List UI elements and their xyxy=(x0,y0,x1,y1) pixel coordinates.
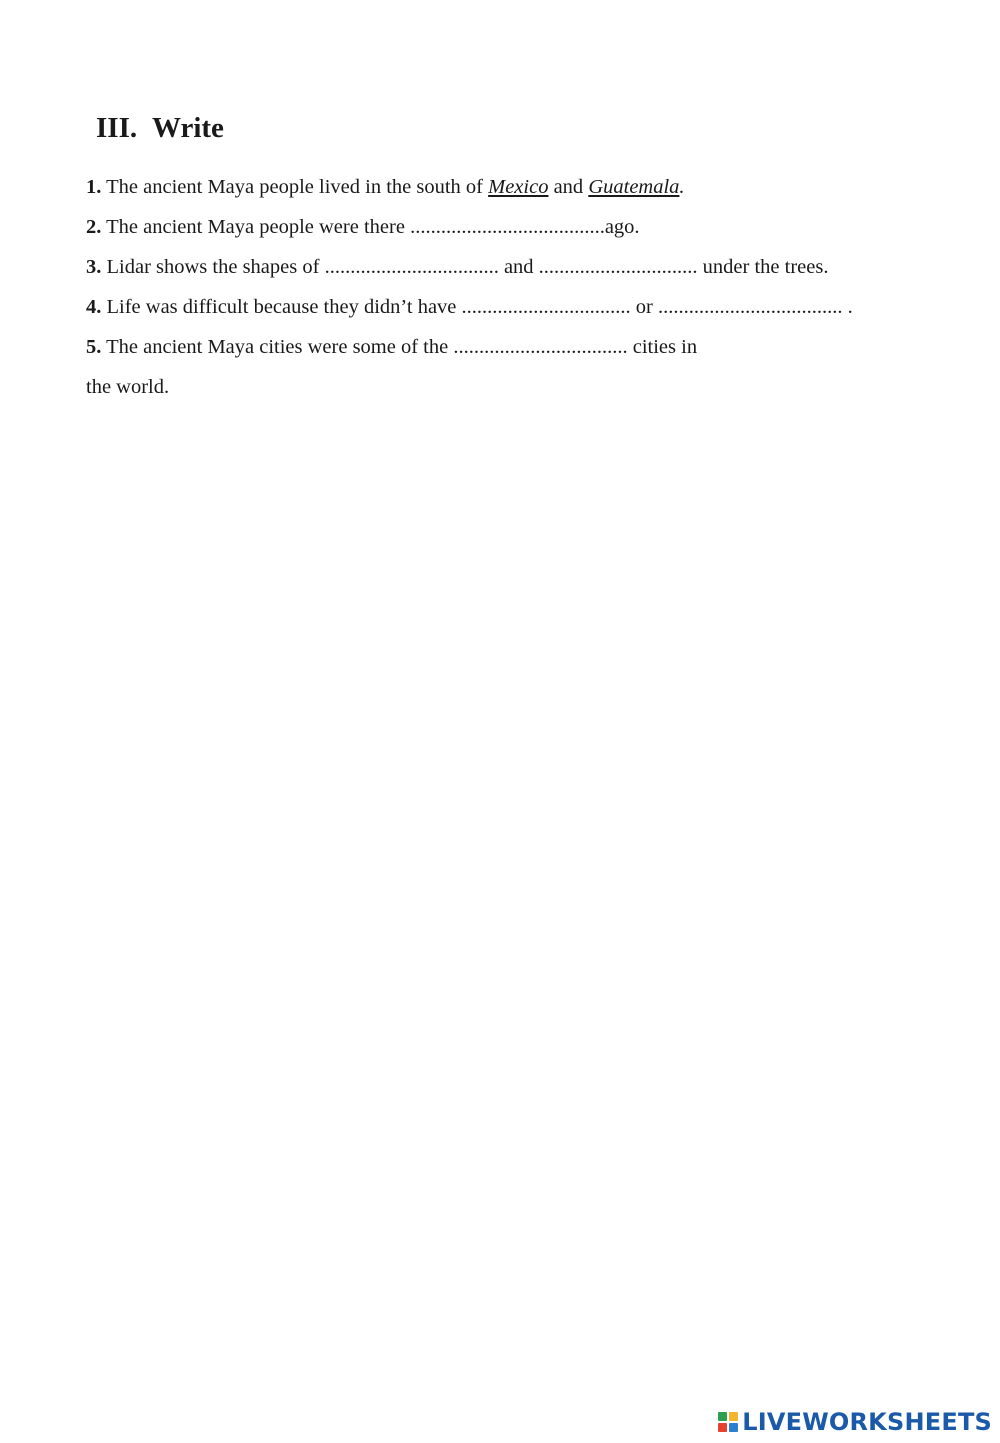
question-number: 1. xyxy=(86,176,102,198)
question-3 xyxy=(86,253,828,281)
answer-blank[interactable]: .................................. xyxy=(453,336,628,358)
question-2 xyxy=(86,213,640,241)
question-text: The ancient Maya cities were some of the xyxy=(101,336,454,358)
question-number: 4. xyxy=(86,296,102,318)
question-text: Life was difficult because they didn’t have xyxy=(101,296,462,318)
logo-square-yellow xyxy=(729,1412,738,1421)
question-text: or xyxy=(630,296,658,318)
answer-blank[interactable]: .................................. xyxy=(324,256,499,278)
logo-square-green xyxy=(718,1412,727,1421)
logo-square-red xyxy=(718,1423,727,1432)
question-4 xyxy=(86,293,853,321)
answer-blank[interactable]: ................................. xyxy=(461,296,631,318)
question-text: The ancient Maya people were there xyxy=(101,216,411,238)
liveworksheets-logo-icon xyxy=(718,1412,738,1432)
answer-blank[interactable]: ............................... xyxy=(538,256,698,278)
question-text: . xyxy=(679,176,685,198)
question-text: ago. xyxy=(604,216,640,238)
question-1 xyxy=(86,173,685,201)
question-text: under the trees. xyxy=(697,256,829,278)
answer-mexico: Mexico xyxy=(488,176,549,198)
question-number: 2. xyxy=(86,216,102,238)
question-text: cities in xyxy=(627,336,698,358)
question-5 xyxy=(86,333,697,361)
question-text: Lidar shows the shapes of xyxy=(101,256,325,278)
question-text: and xyxy=(548,176,589,198)
answer-guatemala: Guatemala xyxy=(588,176,680,198)
question-5-continuation xyxy=(86,373,169,401)
liveworksheets-branding xyxy=(718,1407,992,1437)
section-title: Write xyxy=(152,112,224,144)
logo-square-blue xyxy=(729,1423,738,1432)
section-heading xyxy=(96,108,224,148)
answer-blank[interactable]: ...................................... xyxy=(410,216,605,238)
section-numeral: III. xyxy=(96,112,138,144)
answer-blank[interactable]: .................................... xyxy=(657,296,843,318)
question-text: The ancient Maya people lived in the south of xyxy=(101,176,489,198)
question-text: the world. xyxy=(86,376,170,398)
question-text: . xyxy=(842,296,853,318)
question-number: 5. xyxy=(86,336,102,358)
brand-wordmark: LIVEWORKSHEETS xyxy=(742,1408,992,1436)
question-text: and xyxy=(498,256,539,278)
question-number: 3. xyxy=(86,256,102,278)
